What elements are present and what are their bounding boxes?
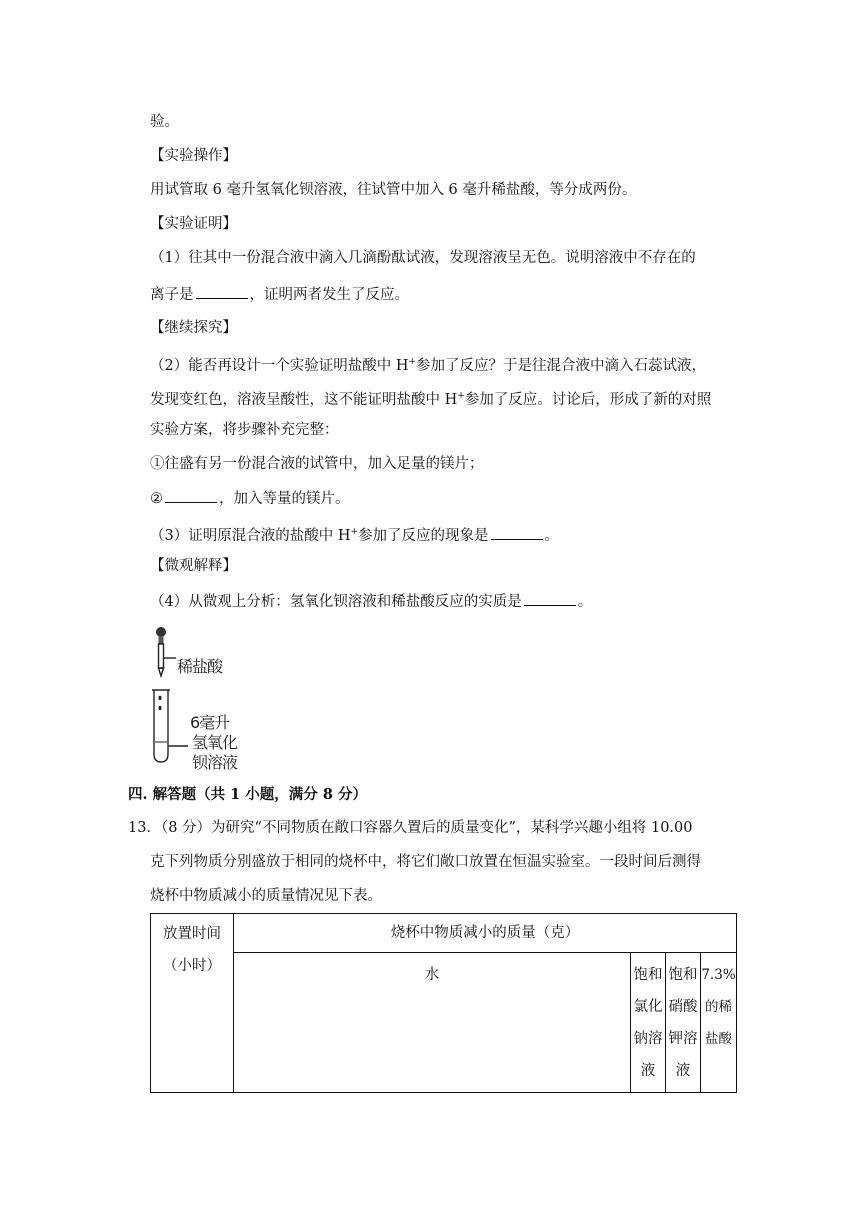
- header-time-unit: （小时）: [163, 958, 221, 974]
- text-line-operation: 用试管取 6 毫升氢氧化钡溶液，往试管中加入 6 毫升稀盐酸，等分成两份。: [150, 182, 637, 198]
- question-2-line-3: 实验方案，将步骤补充完整：: [150, 422, 339, 438]
- tube-label-line-2: 氢氧化: [192, 733, 238, 752]
- col-hcl-line: 的稀: [705, 999, 732, 1015]
- answer-blank-4[interactable]: [524, 591, 576, 606]
- question-13-line-3: 烧杯中物质减小的质量情况见下表。: [150, 888, 382, 904]
- text-fragment: 参加了反应。讨论后，形成了新的对照: [464, 392, 712, 408]
- header-mass-label: 烧杯中物质减小的质量（克）: [390, 925, 580, 941]
- question-1-line-2: [150, 284, 409, 305]
- text-fragment: 参加了反应的现象是: [358, 528, 489, 544]
- question-13-line-2: 克下列物质分别盛放于相同的烧杯中，将它们敞口放置在恒温实验室。一段时间后测得: [150, 854, 701, 870]
- col-nacl-line: 饱和: [633, 967, 663, 983]
- text-line-1: 验。: [150, 114, 179, 130]
- answer-blank-1[interactable]: [196, 284, 248, 299]
- header-time-cell: [151, 914, 234, 1093]
- col-kno3-line: 钾溶: [668, 1031, 698, 1047]
- step-2: [150, 488, 350, 509]
- text-fragment: ②: [150, 491, 163, 507]
- col-water-label: 水: [424, 967, 440, 983]
- text-fragment: （2）能否再设计一个实验证明盐酸中 H: [150, 358, 409, 374]
- superscript-plus: +: [457, 391, 465, 401]
- tube-label-volume: 6毫升: [190, 713, 230, 732]
- experiment-figure: [150, 626, 250, 772]
- col-hcl-line: 盐酸: [705, 1031, 732, 1047]
- text-fragment: （3）证明原混合液的盐酸中 H: [150, 528, 351, 544]
- text-fragment: 。: [577, 594, 593, 610]
- section-heading-answers: 四. 解答题（共 1 小题，满分 8 分）: [128, 786, 367, 803]
- heading-experiment-proof: 【实验证明】: [150, 216, 237, 232]
- col-kno3-line: 液: [675, 1063, 691, 1079]
- col-nacl: [631, 953, 666, 1093]
- question-2-line-2: [150, 386, 711, 410]
- text-fragment: 。: [544, 528, 560, 544]
- text-fragment: （4）从微观上分析：氢氧化钡溶液和稀盐酸反应的实质是: [150, 594, 522, 610]
- col-kno3: [666, 953, 701, 1093]
- text-fragment: 参加了反应？于是往混合液中滴入石蕊试液，: [416, 358, 707, 374]
- text-fragment: ，证明两者发生了反应。: [249, 287, 409, 303]
- tube-label-line-3: 钡溶液: [192, 753, 238, 772]
- col-kno3-line: 饱和: [668, 967, 698, 983]
- text-fragment: 发现变红色，溶液呈酸性，这不能证明盐酸中 H: [150, 392, 458, 408]
- col-nacl-line: 氯化: [633, 999, 663, 1015]
- col-water: [234, 953, 631, 1093]
- col-hcl: [701, 953, 737, 1093]
- text-fragment: 离子是: [150, 287, 194, 303]
- question-2-line-1: [150, 352, 706, 376]
- heading-experiment-operation: 【实验操作】: [150, 148, 237, 164]
- answer-blank-2[interactable]: [165, 488, 217, 503]
- question-1-line-1: （1）往其中一份混合液中滴入几滴酚酞试液，发现溶液呈无色。说明溶液中不存在的: [150, 250, 696, 266]
- col-nacl-line: 钠溶: [633, 1031, 663, 1047]
- heading-further-inquiry: 【继续探究】: [150, 320, 237, 336]
- answer-blank-3[interactable]: [491, 525, 543, 540]
- question-13-line-1: 13．（8 分）为研究“不同物质在敞口容器久置后的质量变化”，某科学兴趣小组将 10.00: [128, 820, 693, 836]
- col-nacl-line: 液: [640, 1063, 656, 1079]
- heading-micro-explanation: 【微观解释】: [150, 558, 237, 574]
- superscript-plus: +: [408, 357, 417, 367]
- mass-change-table: [150, 913, 737, 1093]
- header-mass-cell: [234, 914, 737, 953]
- step-1: ①往盛有另一份混合液的试管中，加入足量的镁片；: [150, 456, 484, 472]
- question-3: [150, 522, 559, 546]
- col-hcl-line: 7.3%: [701, 967, 736, 983]
- dropper-label: 稀盐酸: [177, 657, 223, 676]
- question-4: [150, 591, 592, 612]
- col-kno3-line: 硝酸: [668, 999, 698, 1015]
- header-time-label: 放置时间: [163, 926, 221, 942]
- superscript-plus: +: [350, 527, 359, 537]
- text-fragment: ，加入等量的镁片。: [219, 491, 350, 507]
